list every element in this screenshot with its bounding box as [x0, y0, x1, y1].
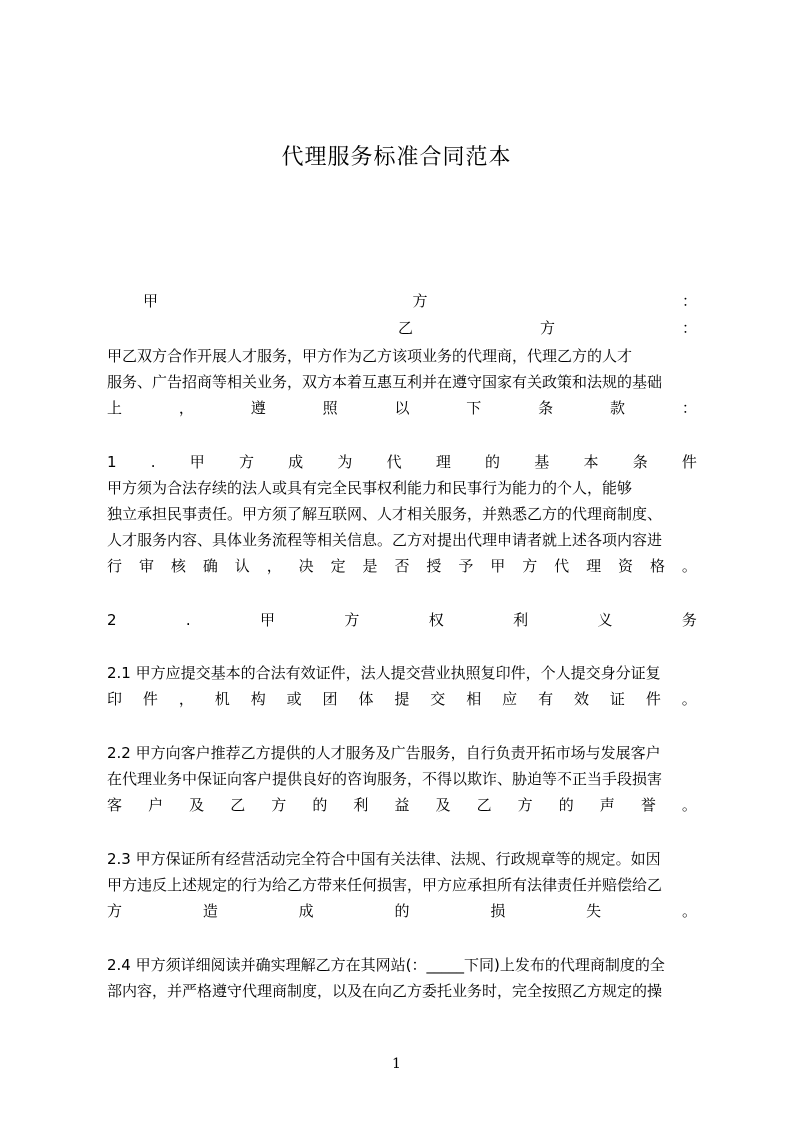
text-char: 成 [288, 453, 304, 471]
intro-line-2: 服务、广告招商等相关业务，双方本着互惠互利并在遵守国家有关政策和法规的基础 [107, 373, 663, 391]
text-char: 证 [609, 690, 625, 708]
text-char: 有 [538, 690, 554, 708]
text-char: 构 [250, 690, 266, 708]
clause-2-2-line-1: 2.2 甲方向客户推荐乙方提供的人才服务及广告服务，自行负责开拓市场与发展客户 [107, 744, 661, 762]
text-char: 款 [610, 399, 626, 417]
text-char: 乙 [230, 796, 246, 814]
text-char: 照 [322, 399, 338, 417]
text-char: 的 [312, 796, 328, 814]
text-char: 提 [394, 690, 410, 708]
party-b-colon: ： [681, 319, 697, 337]
text-char: 方 [344, 611, 360, 629]
clause-2-2-line-2: 在代理业务中保证向客户提供良好的咨询服务，不得以欺诈、胁迫等不正当手段损害 [107, 770, 663, 788]
text-char: 体 [358, 690, 374, 708]
party-a-colon: ： [681, 292, 697, 310]
text-char: 方 [107, 902, 123, 920]
text-char: 声 [599, 796, 615, 814]
text-char: 理 [586, 557, 602, 575]
text-char: . [185, 611, 191, 629]
text-char: 认 [234, 557, 250, 575]
text-char: 基 [534, 453, 550, 471]
text-char: 甲 [189, 453, 205, 471]
text-char: 造 [202, 902, 218, 920]
clause-2-1-line-1: 2.1 甲方应提交基本的合法有效证件，法人提交营业执照复印件，个人提交身分证复 [107, 664, 661, 682]
text-char: 。 [681, 796, 697, 814]
text-char: 条 [538, 399, 554, 417]
text-char: 代 [554, 557, 570, 575]
text-char: 是 [362, 557, 378, 575]
section-2-heading [107, 607, 697, 633]
text-char: 以 [394, 399, 410, 417]
text-char: 交 [430, 690, 446, 708]
text-char: ： [681, 399, 697, 417]
text-char: 决 [298, 557, 314, 575]
text-char: 及 [435, 796, 451, 814]
text-char: 方 [522, 557, 538, 575]
text-char: 务 [681, 611, 697, 629]
page-number: 1 [392, 1056, 401, 1072]
text-char: 代 [386, 453, 402, 471]
party-a-char-2: 方 [412, 292, 428, 310]
text-char: 损 [490, 902, 506, 920]
text-char: 2 [107, 611, 117, 629]
text-char: 方 [271, 796, 287, 814]
text-char: 理 [435, 453, 451, 471]
section-1-line-2: 独立承担民事责任。甲方须了解互联网、人才相关服务，并熟悉乙方的代理商制度、 [107, 505, 663, 523]
text-char: 印 [107, 690, 123, 708]
section-1-line-3: 人才服务内容、具体业务流程等相关信息。乙方对提出代理申请者就上述各项内容进 [107, 531, 663, 549]
text-char: 1 [107, 453, 117, 471]
text-char: 件 [142, 690, 158, 708]
text-char: 本 [583, 453, 599, 471]
section-1-line-4 [107, 553, 697, 579]
text-char: 或 [286, 690, 302, 708]
text-char: 格 [649, 557, 665, 575]
text-char: 否 [394, 557, 410, 575]
text-char: 行 [107, 557, 123, 575]
party-b-char-1: 乙 [398, 319, 414, 337]
text-char: 权 [428, 611, 444, 629]
text-char: 利 [353, 796, 369, 814]
text-char: 确 [202, 557, 218, 575]
clause-2-1-line-2 [107, 686, 697, 712]
text-char: 机 [214, 690, 230, 708]
text-char: 益 [394, 796, 410, 814]
text-char: 核 [170, 557, 186, 575]
text-char: 。 [681, 557, 697, 575]
intro-line-3 [107, 395, 697, 421]
text-char: 的 [485, 453, 501, 471]
party-b-char-2: 方 [539, 319, 555, 337]
party-a-char-1: 甲 [143, 292, 159, 310]
text-char: . [150, 453, 156, 471]
text-char: 失 [586, 902, 602, 920]
text-char: 利 [513, 611, 529, 629]
text-char: 户 [148, 796, 164, 814]
text-char: 条 [632, 453, 648, 471]
text-char: 审 [138, 557, 154, 575]
text-char: 义 [597, 611, 613, 629]
text-char: 甲 [490, 557, 506, 575]
text-char: 誉 [640, 796, 656, 814]
party-b-line [107, 315, 697, 341]
text-char: 。 [681, 902, 697, 920]
text-char: 成 [298, 902, 314, 920]
text-char: 方 [238, 453, 254, 471]
clause-2-2-line-3 [107, 792, 697, 818]
clause-2-4-line-1: 2.4 甲方须详细阅读并确实理解乙方在其网站(：_____下同)上发布的代理商制度的全 [107, 956, 665, 974]
text-char: 为 [337, 453, 353, 471]
text-char: ， [266, 557, 282, 575]
text-char: 予 [458, 557, 474, 575]
clause-2-3-line-3 [107, 898, 697, 924]
text-char: ， [178, 690, 194, 708]
text-char: 资 [618, 557, 634, 575]
text-char: 及 [189, 796, 205, 814]
text-char: 授 [426, 557, 442, 575]
clause-2-4-line-2: 部内容，并严格遵守代理商制度，以及在向乙方委托业务时，完全按照乙方规定的操 [107, 982, 663, 1000]
section-1-heading [107, 449, 697, 475]
clause-2-3-line-1: 2.3 甲方保证所有经营活动完全符合中国有关法律、法规、行政规章等的规定。如因 [107, 850, 661, 868]
text-char: 遵 [250, 399, 266, 417]
text-char: 方 [517, 796, 533, 814]
text-char: 团 [322, 690, 338, 708]
text-char: 应 [502, 690, 518, 708]
text-char: 的 [394, 902, 410, 920]
party-a-line [107, 288, 697, 314]
text-char: 相 [466, 690, 482, 708]
text-char: 的 [558, 796, 574, 814]
text-char: 下 [466, 399, 482, 417]
text-char: 上 [107, 399, 123, 417]
section-1-line-1: 甲方须为合法存续的法人或具有完全民事权利能力和民事行为能力的个人，能够 [107, 479, 633, 497]
text-char: 件 [645, 690, 661, 708]
clause-2-3-line-2: 甲方违反上述规定的行为给乙方带来任何损害，甲方应承担所有法律责任并赔偿给乙 [107, 876, 663, 894]
text-char: 件 [681, 453, 697, 471]
text-char: 。 [681, 690, 697, 708]
intro-line-1: 甲乙双方合作开展人才服务，甲方作为乙方该项业务的代理商，代理乙方的人才 [107, 347, 633, 365]
text-char: 定 [330, 557, 346, 575]
text-char: 效 [573, 690, 589, 708]
text-char: ， [178, 399, 194, 417]
text-char: 甲 [260, 611, 276, 629]
text-char: 客 [107, 796, 123, 814]
document-title: 代理服务标准合同范本 [281, 145, 512, 170]
text-char: 乙 [476, 796, 492, 814]
